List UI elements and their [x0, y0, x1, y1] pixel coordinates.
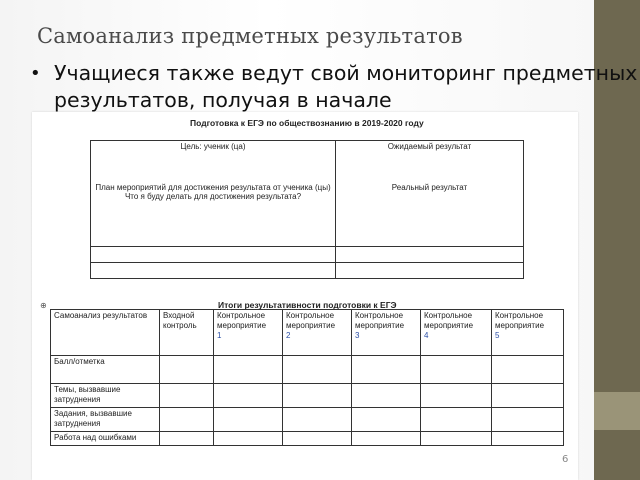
page-number: 6: [562, 454, 569, 465]
header-number: 1: [217, 331, 222, 340]
what-to-do-label: Что я буду делать для достижения результата?: [124, 192, 302, 201]
header-cell: Самоанализ результатов: [51, 310, 160, 356]
goal-plan-table: [90, 140, 524, 279]
row-label: Темы, вызвавшие затруднения: [51, 384, 160, 408]
header-cell: [421, 310, 492, 356]
plan-label: План мероприятий для достижения результата от ученика (цы): [95, 183, 331, 192]
empty-cell: [91, 247, 336, 263]
expected-real-cell: [336, 141, 524, 247]
row-label: Задания, вызвавшие затруднения: [51, 408, 160, 432]
document-caption-1: Подготовка к ЕГЭ по обществознанию в 2019-2020 году: [190, 118, 424, 128]
empty-cell: [336, 247, 524, 263]
empty-cell: [91, 263, 336, 279]
header-text: Контрольное мероприятие: [495, 311, 545, 330]
header-cell: [492, 310, 564, 356]
header-cell: [283, 310, 352, 356]
bullet-dot-icon: •: [30, 63, 41, 84]
document-caption-2: Итоги результативности подготовки к ЕГЭ: [218, 300, 397, 310]
expected-result-label: Ожидаемый результат: [387, 142, 472, 151]
header-cell: Входной контроль: [160, 310, 214, 356]
header-number: 3: [355, 331, 360, 340]
table-anchor-icon: ⊕: [40, 301, 47, 310]
header-text: Контрольное мероприятие: [355, 311, 405, 330]
goal-plan-cell: [91, 141, 336, 247]
header-text: Контрольное мероприятие: [424, 311, 474, 330]
row-label: Работа над ошибками: [51, 432, 160, 446]
header-number: 5: [495, 331, 500, 340]
header-number: 2: [286, 331, 291, 340]
header-text: Контрольное мероприятие: [217, 311, 267, 330]
slide-title: Самоанализ предметных результатов: [37, 24, 463, 48]
header-cell: [214, 310, 283, 356]
real-result-label: Реальный результат: [391, 183, 468, 192]
header-text: Контрольное мероприятие: [286, 311, 336, 330]
bullet-text: Учащиеся также ведут свой мониторинг предметных результатов, получая в начале: [54, 61, 638, 112]
header-number: 4: [424, 331, 429, 340]
empty-cell: [336, 263, 524, 279]
goal-label: Цель: ученик (ца): [180, 142, 246, 151]
row-label: Балл/отметка: [51, 356, 160, 384]
header-cell: [352, 310, 421, 356]
side-band-accent: [594, 392, 640, 430]
results-table: [50, 309, 564, 446]
